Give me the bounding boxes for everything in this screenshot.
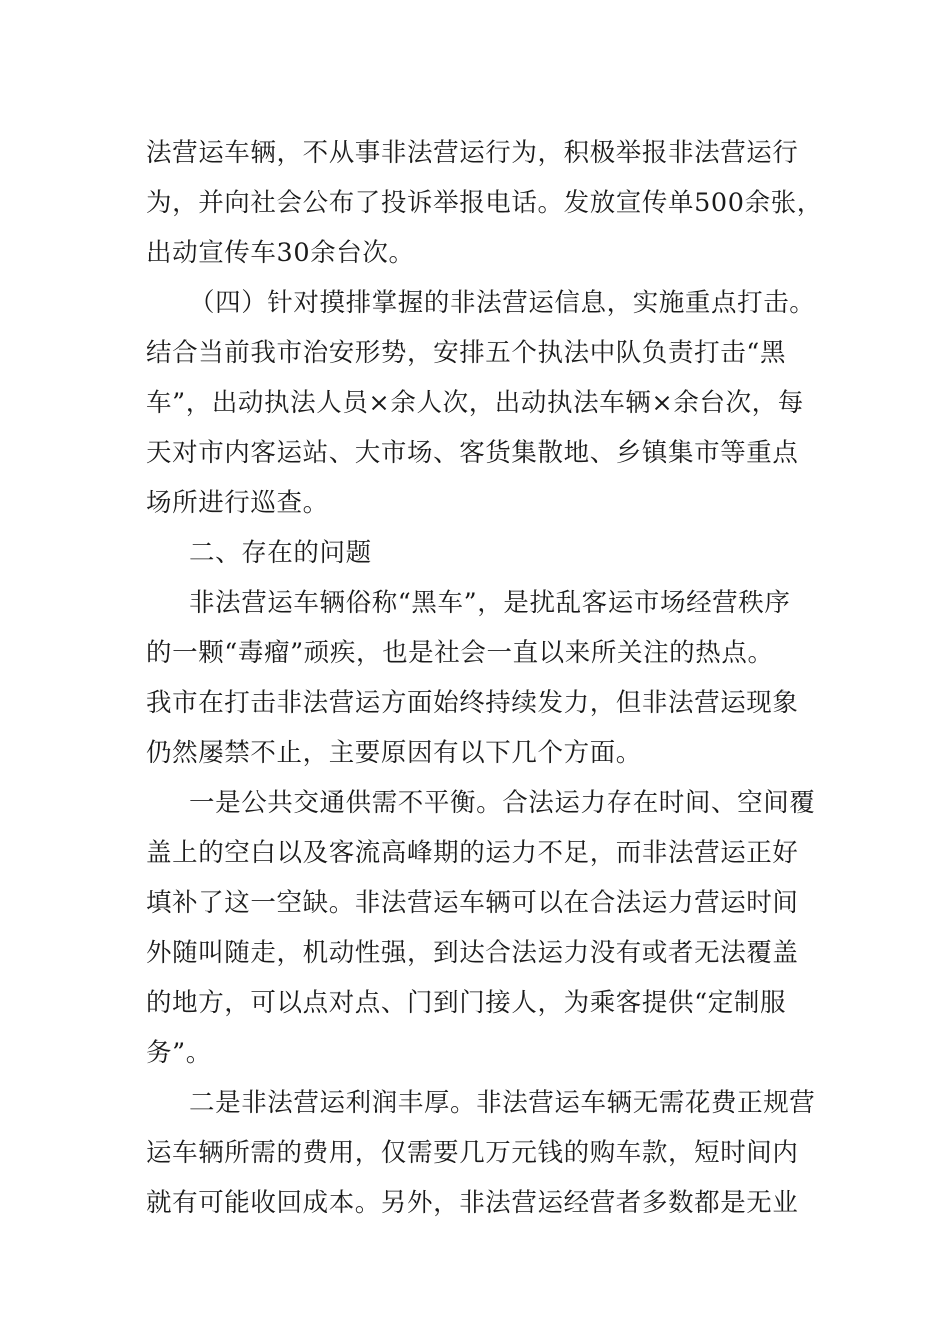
- text-line: 填补了这一空缺。非法营运车辆可以在合法运力营运时间: [146, 888, 799, 918]
- text-line: 外随叫随走，机动性强，到达合法运力没有或者无法覆盖: [146, 938, 799, 968]
- text-line: 就有可能收回成本。另外，非法营运经营者多数都是无业: [146, 1188, 799, 1218]
- text-line: 务”。: [146, 1038, 212, 1068]
- text-line: 仍然屡禁不止，主要原因有以下几个方面。: [146, 738, 642, 768]
- paragraph-start: 非法营运车辆俗称“黑车”，是扰乱客运市场经营秩序: [189, 588, 791, 618]
- text-line: 天对市内客运站、大市场、客货集散地、乡镇集市等重点: [146, 438, 799, 468]
- text-line: 的地方，可以点对点、门到门接人，为乘客提供“定制服: [146, 988, 787, 1018]
- text-line: 出动宣传车30余台次。: [146, 238, 415, 268]
- text-line: 车”，出动执法人员×余人次，出动执法车辆×余台次，每: [146, 388, 804, 418]
- text-line: 法营运车辆，不从事非法营运行为，积极举报非法营运行: [146, 138, 799, 168]
- text-line: 结合当前我市治安形势，安排五个执法中队负责打击“黑: [146, 338, 787, 368]
- paragraph-start: 二是非法营运利润丰厚。非法营运车辆无需花费正规营: [189, 1088, 816, 1118]
- paragraph-start: （四）针对摸排掌握的非法营运信息，实施重点打击。: [189, 288, 816, 318]
- text-line: 盖上的空白以及客流高峰期的运力不足，而非法营运正好: [146, 838, 799, 868]
- text-line: 场所进行巡查。: [146, 488, 329, 518]
- text-line: 为，并向社会公布了投诉举报电话。发放宣传单500余张，: [146, 188, 823, 218]
- section-heading: 二、存在的问题: [189, 538, 372, 568]
- text-line: 的一颗“毒瘤”顽疾，也是社会一直以来所关注的热点。: [146, 638, 774, 668]
- paragraph-start: 一是公共交通供需不平衡。合法运力存在时间、空间覆: [189, 788, 816, 818]
- document-page: [146, 128, 823, 1228]
- text-line: 我市在打击非法营运方面始终持续发力，但非法营运现象: [146, 688, 799, 718]
- text-line: 运车辆所需的费用，仅需要几万元钱的购车款，短时间内: [146, 1138, 799, 1168]
